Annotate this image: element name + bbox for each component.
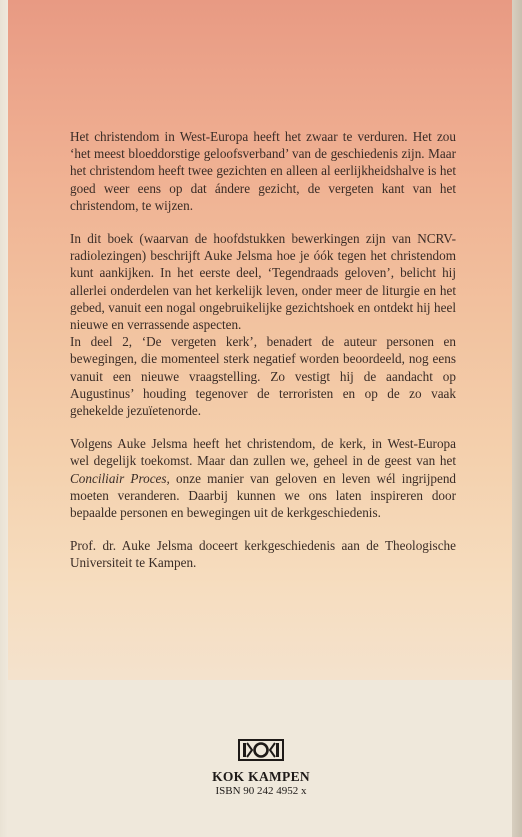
future-text-after: onze manier van geloven en leven wél ingrijpend moeten veranderen. Daarbij kunnen we ons laten inspireren door bepaalde personen en bewegingen uit de kerkgeschiedenis. [70,470,457,521]
kok-kampen-logo-icon [238,739,284,761]
conciliair-proces-title: Conciliair Proces, [70,470,170,486]
blurb-paragraph-future [70,435,456,521]
publisher-name: KOK KAMPEN [212,769,310,784]
blurb-text-block [70,128,456,588]
cover-left-edge [0,0,8,837]
blurb-paragraph-author: Prof. dr. Auke Jelsma doceert kerkgeschiedenis aan de Theologische Universiteit te Kampen. [70,538,456,571]
blurb-paragraph-part-one: In dit boek (waarvan de hoofdstukken bewerkingen zijn van NCRV-radiolezingen) beschrijft Auke Jelsma hoe je óók tegen het christendom kunt aankijken. In het eerste deel, ‘Tegendraads geloven’, belicht hij allerlei onderdelen van het kerkelijk leven, onder meer de liturgie en het gebed, vanuit een nogal ongebruikelijke gezichtshoek en ontdekt hij heel nieuwe en verrassende aspecten. [70,231,456,333]
future-text-before: Volgens Auke Jelsma heeft het christendom, de kerk, in West-Europa wel degelijk toekomst. Maar dan zullen we, geheel in de geest van het [70,436,456,469]
blurb-paragraph-part-two: In deel 2, ‘De vergeten kerk’, benadert de auteur personen en bewegingen, die momenteel sterk negatief worden beoordeeld, nog eens vanuit een nieuwe vraagstelling. Zo vestigt hij de aandacht op Augustinus’ houding tegenover de terroristen en op de zo vaak gehekelde jezuïetenorde. [70,334,456,419]
blurb-paragraph-intro: Het christendom in West-Europa heeft het zwaar te verduren. Het zou ‘het meest bloeddorstige geloofsverband’ van de geschiedenis zijn. Maar het christendom heeft twee gezichten en alleen al eerlijkheidshalve is het goed weer eens op dat ándere gezicht, de vergeten kant van het christendom, te wijzen. [70,129,456,213]
isbn-number: ISBN 90 242 4952 x [215,785,307,797]
publisher-imprint [0,739,522,798]
cover-right-edge [512,0,522,837]
